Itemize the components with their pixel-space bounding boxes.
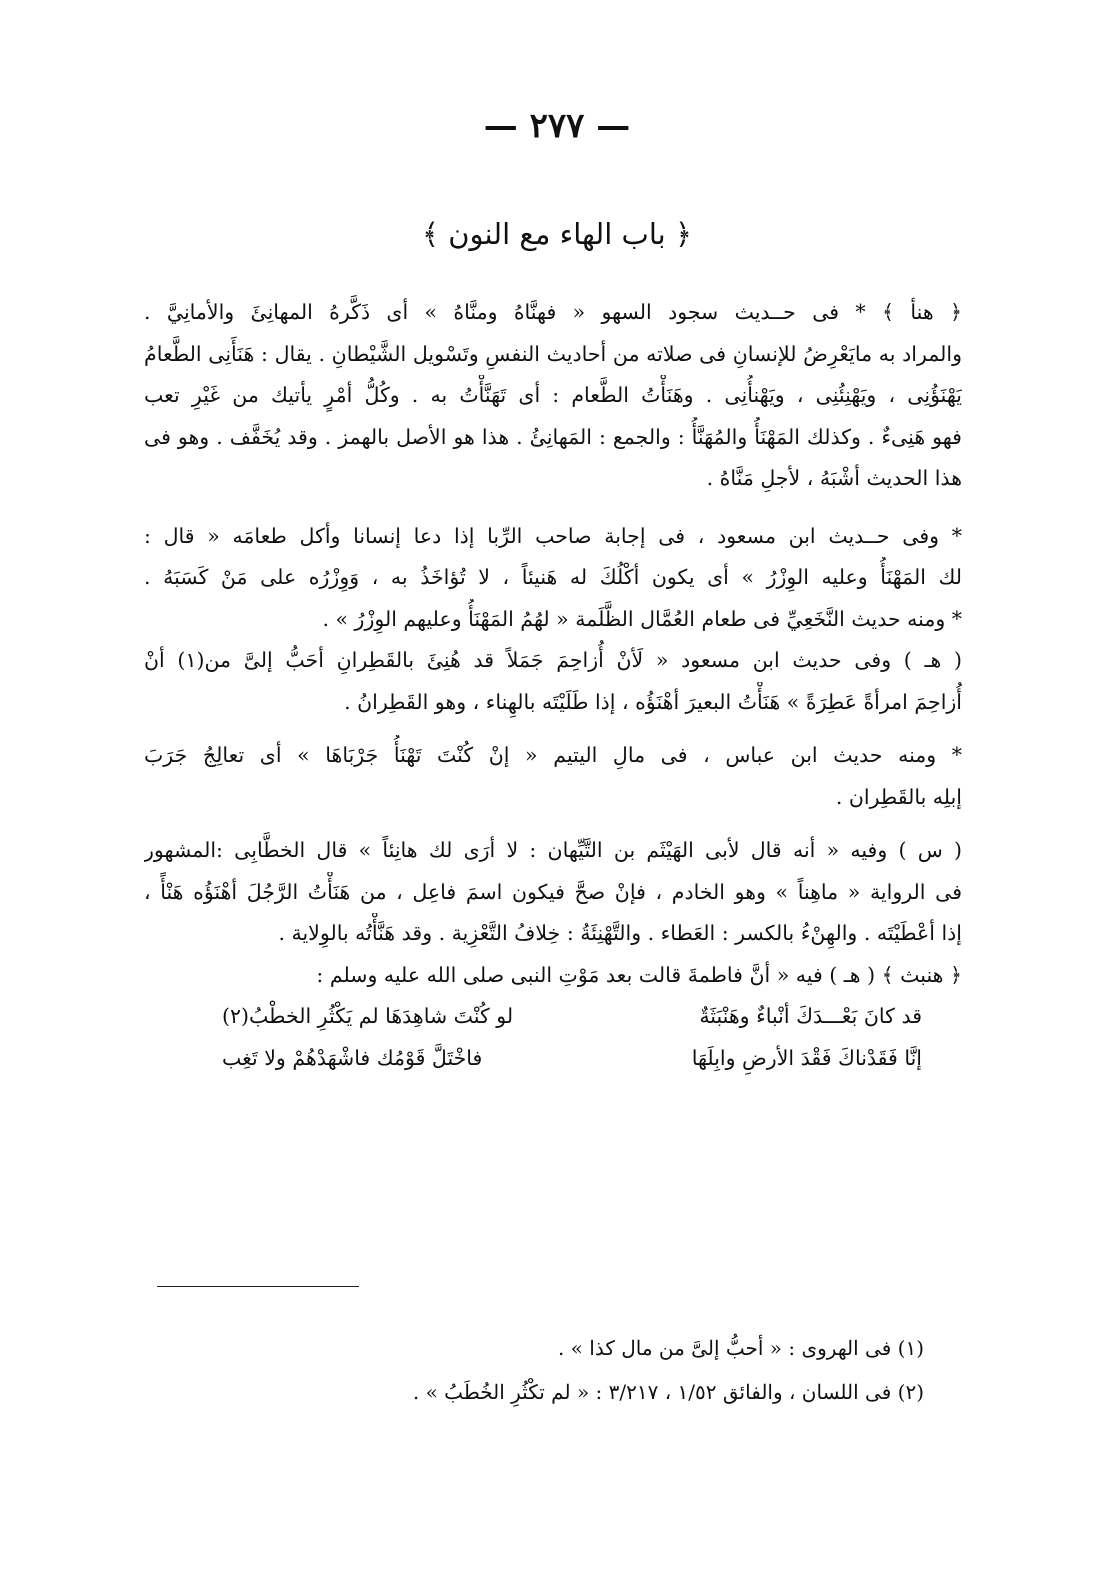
verse-second-hemistich: فاخْتَلَّ قَوْمُك فاشْهَدْهُمْ ولا تَغِب [222,1045,483,1070]
text-line: أُزاحِمَ امرأةً عَطِرَةً » هَنَأْتُ البعيرَ أهْنَؤُه ، إذا طَلَيْتَه بالهِناء ، وهو القَطِرانُ . [344,689,962,714]
chapter-title: ﴿ باب الهاء مع النون ﴾ [422,217,692,251]
poem-verse [222,996,922,1038]
text-line: ﴿ هنأ ﴾ * فى حــديث سجود السهو « فهنَّاهُ ومنَّاهُ » أى ذَكَّرهُ المهانِئَ والأمانِيَّ . [144,300,962,324]
text-line: إبلِه بالقَطِران . [835,784,962,809]
text-line: * ومنه حديث ابن عباس ، فى مالِ اليتيم « إنْ كُنْتَ تَهْنَأُ جَرْبَاهَا » أى تعالِجُ جَرَبَ [144,743,962,767]
text-line: * وفى حــديث ابن مسعود ، فى إجابة صاحب الرِّبا إذا دعا إنسانا وأكل طعامَه « قال : [144,523,962,548]
text-line: ( هـ ) وفى حديث ابن مسعود « لَأنْ أُزاحِمَ جَمَلاً قد هُنِئَ بالقَطِرانِ أحَبُّ إلىَّ من(١) أنْ [144,648,962,672]
text-line: يَهْنَؤُنِى ، ويَهْنِئُنِى ، ويَهْنأُنِى . وهَنَأْتُ الطَّعام : أى تَهَنَّأْتُ به . وكُلُّ أمْرٍ يأتيك من غَيْرِ تعب [144,383,962,407]
footnote-divider [157,1286,359,1287]
text-line: فى الرواية « ماهِناً » وهو الخادم ، فإنْ صحَّ فيكون اسمَ فاعِل ، من هَنَأْتُ الرَّجُلَ أهْنَؤُه هَنْأً ، [144,879,962,904]
text-line: * ومنه حديث النَّخَعِيِّ فى طعام العُمَّال الظَّلَمة « لهُمُ المَهْنَأُ وعليهم الوِزْرُ » . [322,606,962,631]
text-line: إذا أعْطَيْتَه . والهِنْءُ بالكسر : العَطاء . والتَّهْنِئَةُ : خِلافُ التَّعْزِية . وقد هَنَّأْتُه بالوِلاية . [278,921,962,945]
footnote: (٢) فى اللسان ، والفائق ١/٥٢ ، ٣/٢١٧ : « لم تكْثُرِ الخُطَبُ » . [412,1380,924,1404]
main-text [144,292,962,1079]
poem-verse [222,1038,922,1080]
page-number: — ٢٧٧ — [483,106,631,146]
verse-first-hemistich: قد كانَ بَعْـــدَكَ أنْباءٌ وهَنْبَثَةٌ [699,1004,922,1028]
text-line: ( س ) وفيه « أنه قال لأبى الهَيْثَم بن التَّيِّهان : لا أرَى لك هانِئاً » قال الخطَّابِى :المشهور [144,838,962,862]
verse-first-hemistich: إنَّا فَقَدْناكَ فَقْدَ الأرضِ وابِلَهَا [691,1045,922,1070]
footnotes [144,1326,924,1414]
text-line: والمراد به مايَعْرِضُ للإنسانِ فى صلاته من أحاديث النفسِ وتَسْويل الشَّيْطانِ . يقال : هَنَأَنِى الطَّعامُ [144,341,962,366]
verse-second-hemistich: لو كُنْتَ شاهِدَهَا لم يَكْثُرِ الخطْبُ(٢) [222,1004,514,1028]
text-line: ﴿ هنبث ﴾ ( هـ ) فيه « أنَّ فاطمةَ قالت بعد مَوْتِ النبى صلى الله عليه وسلم : [316,962,962,987]
text-line: لك المَهْنَأُ وعليه الوِزْرُ » أى يكون أكْلُكَ له هَنيئاً ، لا تُؤاخَذُ به ، وَوِزْرُه على مَنْ كَسَبَهُ . [144,565,962,589]
footnote: (١) فى الهروى : « أحبُّ إلىَّ من مال كذا » . [557,1336,924,1360]
text-line: هذا الحديث أشْبَهُ ، لأجلِ مَنَّاهُ . [706,466,962,490]
text-line: فهو هَنِىءٌ . وكذلك المَهْنَأُ والمُهَنَّأُ : والجمع : المَهانِئُ . هذا هو الأصل بالهمز . وقد يُخَفَّف . وهو فى [144,424,962,449]
